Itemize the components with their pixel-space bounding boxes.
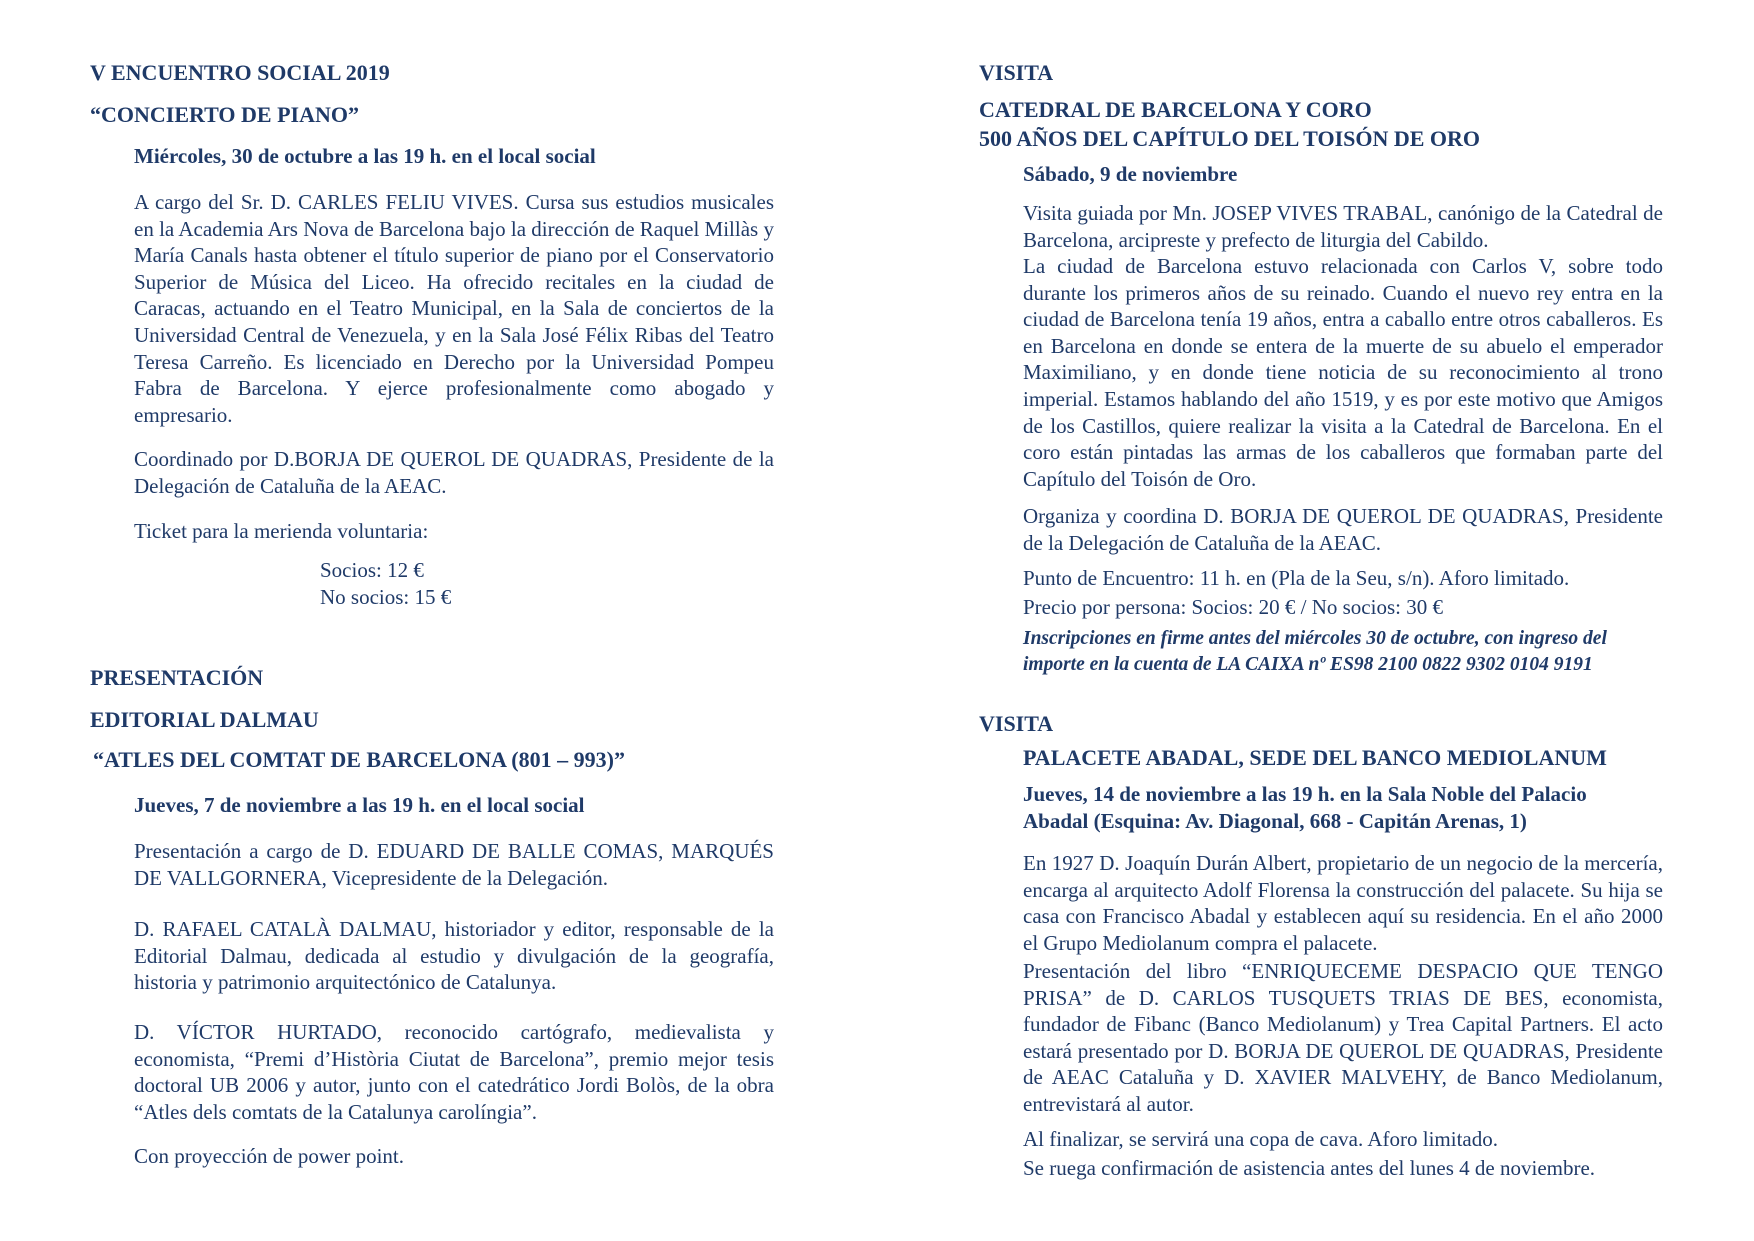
heading-visita-palacete: VISITA (979, 711, 1054, 736)
meeting-point: Punto de Encuentro: 11 h. en (Pla de la Seu, s/n). Aforo limitado. (1023, 566, 1570, 590)
history-text: La ciudad de Barcelona estuvo relacionada con Carlos V, sobre todo durante los primeros años de su reinado. Cuando el nuevo rey entra en la ciudad de Barcelona tenía 19 años, entra a caballo entre otros caballeros. Es en Barcelona en donde se entera de la muerte de su abuelo el emperador Maximiliano, y en donde tiene noticia de su reconocimiento al trono imperial. Estamos hablando del año 1519, y es por este motivo que Amigos de los Castillos, quiere realizar la visita a la Catedral de Barcelona. En el coro están pintadas las armas de los caballeros que formaban parte del Capítulo del Toisón de Oro. (1023, 254, 1663, 491)
heading-toison-oro: 500 AÑOS DEL CAPÍTULO DEL TOISÓN DE ORO (979, 126, 1481, 151)
heading-atles: “ATLES DEL COMTAT DE BARCELONA (801 – 993)” (93, 747, 625, 772)
price-no-socios: No socios: 15 € (320, 584, 452, 609)
cava-note: Al finalizar, se servirá una copa de cava. Aforo limitado. (1023, 1127, 1498, 1151)
heading-editorial-dalmau: EDITORIAL DALMAU (90, 707, 319, 732)
price-socios: Socios: 12 € (320, 558, 424, 582)
heading-encuentro-social: V ENCUENTRO SOCIAL 2019 (90, 60, 390, 85)
concert-date: Miércoles, 30 de octubre a las 19 h. en el local social (134, 144, 596, 168)
ticket-prices (320, 557, 451, 610)
guided-visit-text: Visita guiada por Mn. JOSEP VIVES TRABAL, canónigo de la Catedral de Barcelona, arcipreste y prefecto de liturgia del Cabildo. (1023, 201, 1663, 252)
price-per-person: Precio por persona: Socios: 20 € / No socios: 30 € (1023, 595, 1443, 619)
power-point-note: Con proyección de power point. (134, 1144, 405, 1168)
registration-line-2: importe en la cuenta de LA CAIXA nº ES98 2100 0822 9302 0104 9191 (1023, 654, 1593, 675)
palacete-history: En 1927 D. Joaquín Durán Albert, propietario de un negocio de la mercería, encarga al arquitecto Adolf Florensa la construcción del palacete. Su hija se casa con Francisco Abadal y establecen aquí su residencia. En el año 2000 el Grupo Mediolanum compra el palacete. (1023, 851, 1663, 955)
coordinator-text: Coordinado por D.BORJA DE QUEROL DE QUADRAS, Presidente de la Delegación de Cataluña de la AEAC. (134, 447, 774, 498)
speaker-hurtado: D. VÍCTOR HURTADO, reconocido cartógrafo, medievalista y economista, “Premi d’Història Ciutat de Barcelona”, premio mejor tesis doctoral UB 2006 y autor, junto con el catedrático Jordi Bolòs, de la obra “Atles dels comtats de la Catalunya carolíngia”. (134, 1020, 774, 1124)
palacete-date (1023, 781, 1663, 835)
cathedral-date: Sábado, 9 de noviembre (1023, 162, 1238, 186)
organizer-text: Organiza y coordina D. BORJA DE QUEROL DE QUADRAS, Presidente de la Delegación de Cataluña de la AEAC. (1023, 504, 1663, 555)
palacete-date-line-1: Jueves, 14 de noviembre a las 19 h. en la Sala Noble del Palacio (1023, 782, 1587, 806)
heading-presentacion: PRESENTACIÓN (90, 665, 264, 690)
registration-line-1: Inscripciones en firme antes del miércoles 30 de octubre, con ingreso del (1023, 628, 1607, 649)
confirmation-note: Se ruega confirmación de asistencia antes del lunes 4 de noviembre. (1023, 1156, 1596, 1180)
heading-concierto-piano: “CONCIERTO DE PIANO” (90, 102, 359, 127)
performer-bio: A cargo del Sr. D. CARLES FELIU VIVES. Cursa sus estudios musicales en la Academia Ars Nova de Barcelona bajo la dirección de Raquel Millàs y María Canals hasta obtener el título superior de piano por el Conservatorio Superior de Música del Liceo. Ha ofrecido recitales en la ciudad de Caracas, actuando en el Teatro Municipal, en la Sala de conciertos de la Universidad Central de Venezuela, y en la Sala José Félix Ribas del Teatro Teresa Carreño. Es licenciado en Derecho por la Universidad Pompeu Fabra de Barcelona. Y ejerce profesionalmente como abogado y empresario. (134, 190, 774, 427)
heading-visita-catedral: VISITA (979, 60, 1054, 85)
heading-catedral-coro: CATEDRAL DE BARCELONA Y CORO (979, 97, 1372, 122)
registration-note (1023, 626, 1663, 678)
presentation-host: Presentación a cargo de D. EDUARD DE BALLE COMAS, MARQUÉS DE VALLGORNERA, Vicepresidente de la Delegación. (134, 839, 774, 890)
book-presentation: Presentación del libro “ENRIQUECEME DESPACIO QUE TENGO PRISA” de D. CARLOS TUSQUETS TRIAS DE BES, economista, fundador de Fibanc (Banco Mediolanum) y Trea Capital Partners. El acto estará presentado por D. BORJA DE QUEROL DE QUADRAS, Presidente de AEAC Cataluña y D. XAVIER MALVEHY, de Banco Mediolanum, entrevistará al autor. (1023, 959, 1663, 1116)
ticket-text: Ticket para la merienda voluntaria: (134, 519, 429, 543)
speaker-catala: D. RAFAEL CATALÀ DALMAU, historiador y editor, responsable de la Editorial Dalmau, dedicada al estudio y divulgación de la geografía, historia y patrimonio arquitectónico de Catalunya. (134, 917, 774, 995)
presentation-date: Jueves, 7 de noviembre a las 19 h. en el local social (134, 793, 585, 817)
heading-palacete-abadal: PALACETE ABADAL, SEDE DEL BANCO MEDIOLANUM (1023, 745, 1607, 770)
palacete-date-line-2: Abadal (Esquina: Av. Diagonal, 668 - Capitán Arenas, 1) (1023, 809, 1527, 833)
